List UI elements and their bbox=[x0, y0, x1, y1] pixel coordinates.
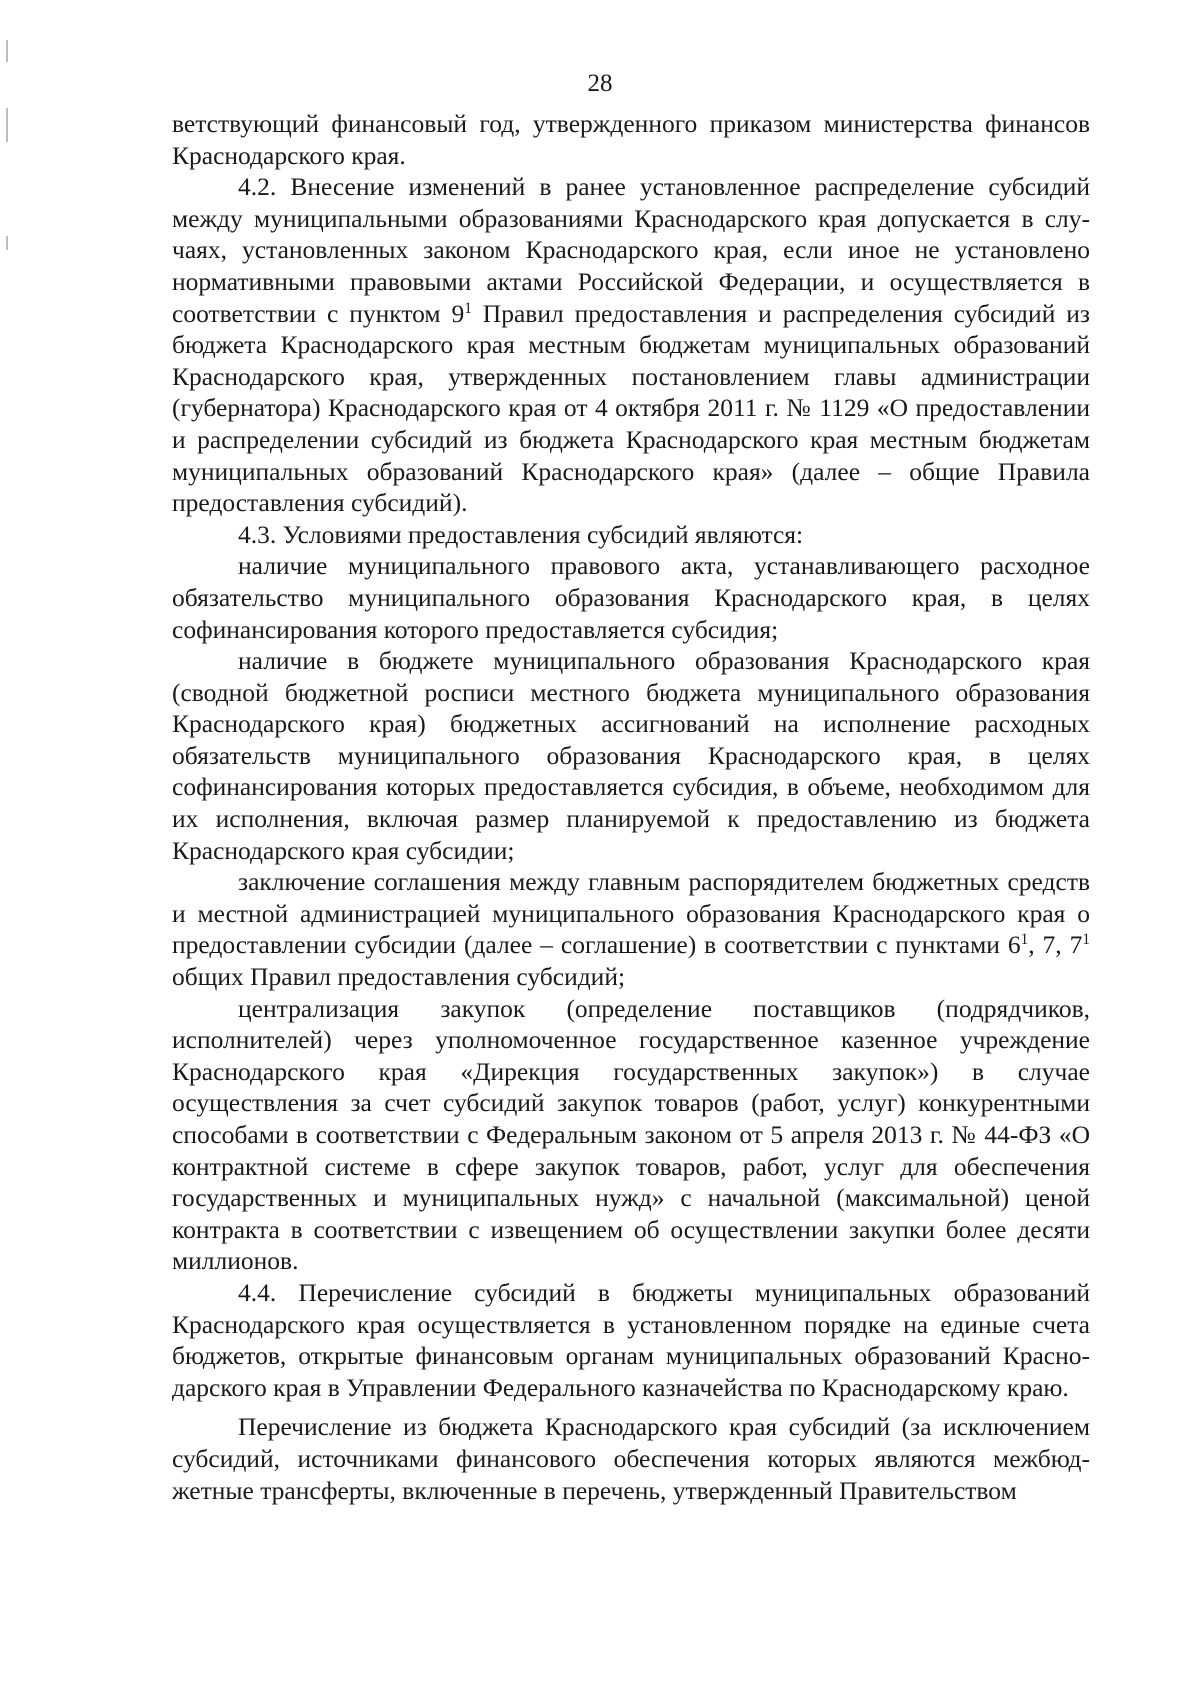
paragraph-condition-2 bbox=[172, 645, 1090, 866]
scan-margin-mark bbox=[6, 236, 8, 250]
paragraph-text: 4.3. Условиями предоставления субсидий являются: bbox=[238, 519, 804, 549]
paragraph-text: общих Правил предоставления субсидий; bbox=[172, 962, 626, 992]
scan-margin-mark bbox=[6, 40, 8, 62]
page-number: 28 bbox=[587, 70, 613, 97]
superscript: 1 bbox=[464, 299, 472, 317]
paragraph-4-3 bbox=[172, 519, 1090, 551]
paragraph-text: 4.4. Перечисление субсидий в бюджеты муниципальных образований Краснодарского края осуществляется в установленном порядке на единые счета бюджетов, открытые финансовым органам муниципальных образований Краснодарского края в Управлении Федерального казначейства по Краснодарскому краю. bbox=[172, 1277, 1090, 1402]
scan-margin-mark bbox=[6, 108, 8, 142]
paragraph-condition-1 bbox=[172, 550, 1090, 645]
document-text bbox=[172, 108, 1090, 1506]
paragraph-continued bbox=[172, 108, 1090, 171]
paragraph-4-4 bbox=[172, 1277, 1090, 1403]
paragraph-text: наличие муниципального правового акта, устанавливающего расходное обязательство муниципального образования Краснодарского края, в целях софинансирования которого предоставляется субсидия; bbox=[172, 551, 1090, 644]
paragraph-text: Правил предоставления и распределения субсидий из бюджета Краснодарского края местным бюджетам муниципальных образований Краснодарского края, утвержденных постановлением главы администрации (губернатора) Краснодарского края от 4 октября 2011 г. № 1129 «О предоставлении и распределении субсидий из бюджета Краснодарского края местным бюджетам муниципальных образований Краснодарского края» (далее – общие Правила предоставления субсидий). bbox=[172, 298, 1090, 518]
paragraph-transfer bbox=[172, 1411, 1090, 1506]
paragraph-text: ветствующий финансовый год, утвержденного приказом министерства финансов Краснодарского края. bbox=[172, 109, 1090, 170]
paragraph-text: централизация закупок (определение поставщиков (подрядчиков, исполнителей) через уполномоченное государственное казенное учреждение Краснодарского края «Дирекция государственных закупок») в случае осуществления за счет субсидий закупок товаров (работ, услуг) конкурентными способами в соответствии с Федеральным законом от 5 апреля 2013 г. № 44-ФЗ «О контрактной системе в сфере закупок товаров, работ, услуг для обеспечения государственных и муниципальных нужд» с начальной (максимальной) ценой контракта в соответствии с извещением об осуществлении закупки более десяти миллионов. bbox=[172, 993, 1090, 1276]
paragraph-condition-4 bbox=[172, 993, 1090, 1277]
paragraph-condition-3 bbox=[172, 866, 1090, 992]
paragraph-text: Перечисление из бюджета Краснодарского края субсидий (за исключением субсидий, источниками финансового обеспечения которых являются межбюджетные трансферты, включенные в перечень, утвержденный Правительством bbox=[172, 1412, 1090, 1505]
paragraph-4-2 bbox=[172, 171, 1090, 519]
paragraph-text: заключение соглашения между главным распорядителем бюджетных средств и местной администрацией муниципального образования Краснодарского края о предоставлении субсидии (далее – соглашение) в соответствии с пунктами 6 bbox=[172, 867, 1090, 960]
superscript: 1 bbox=[1020, 931, 1029, 949]
paragraph-text: , 7, 7 bbox=[1028, 930, 1083, 960]
paragraph-text: наличие в бюджете муниципального образования Краснодарского края (сводной бюджетной росписи местного бюджета муниципального образования Краснодарского края) бюджетных ассигнований на исполнение расходных обязательств муниципального образования Краснодарского края, в целях софинансирования которых предоставляется субсидия, в объеме, необходимом для их исполнения, включая размер планируемой к предоставлению из бюджета Краснодарского края субсидии; bbox=[172, 646, 1090, 865]
paragraph-text: 4.2. Внесение изменений в ранее установленное распределение субсидий между муниципальными образованиями Краснодарского края допускается в случаях, установленных законом Краснодарского края, если иное не установлено нормативными правовыми актами Российской Федерации, и осуществляется в соответствии с пунктом 9 bbox=[172, 172, 1090, 328]
superscript: 1 bbox=[1082, 931, 1090, 949]
